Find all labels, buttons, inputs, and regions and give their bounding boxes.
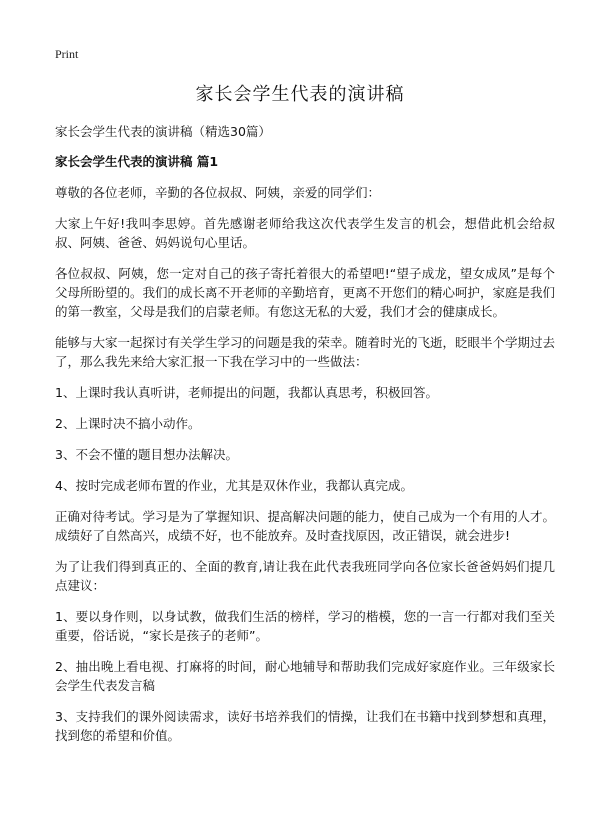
list-item-listen: 1、上课时我认真听讲，老师提出的问题，我都认真思考，积极回答。 (55, 385, 438, 400)
suggestion-item-homework-help: 2、抽出晚上看电视、打麻将的时间，耐心地辅导和帮助我们完成好家庭作业。三年级家长会学生代表发言稿 (55, 659, 555, 693)
document-subtitle: 家长会学生代表的演讲稿（精选30篇） (55, 124, 271, 139)
paragraph-exams: 正确对待考试。学习是为了掌握知识、提高解决问题的能力，使自己成为一个有用的人才。成绩好了自然高兴，成绩不好，也不能放弃。及时查找原因，改正错误，就会进步! (55, 509, 556, 543)
document-title: 家长会学生代表的演讲稿 (195, 84, 405, 105)
paragraph-introduction: 大家上午好!我叫李思婷。首先感谢老师给我这次代表学生发言的机会，想借此机会给叔叔、阿姨、爸爸、妈妈说句心里话。 (55, 216, 555, 250)
print-label: Print (55, 47, 79, 61)
list-item-no-distraction: 2、上课时决不搞小动作。 (55, 416, 201, 431)
paragraph-suggestions-intro: 为了让我们得到真正的、全面的教育,请让我在此代表我班同学向各位家长爸爸妈妈们提几点建议： (55, 559, 555, 593)
document-body (55, 122, 555, 757)
suggestion-item-role-model: 1、要以身作则，以身试教，做我们生活的榜样，学习的楷模，您的一言一行都对我们至关重要，俗话说，“家长是孩子的老师”。 (55, 609, 555, 643)
section-heading: 家长会学生代表的演讲稿 篇1 (55, 154, 219, 169)
list-item-solve-problems: 3、不会不懂的题目想办法解决。 (55, 447, 238, 462)
paragraph-parents-hope: 各位叔叔、阿姨，您一定对自己的孩子寄托着很大的希望吧!“望子成龙，望女成凤”是每个父母所盼望的。我们的成长离不开老师的辛勤培育，更离不开您们的精心呵护，家庭是我们的第一教室，父母是我们的启蒙老师。有您这无私的大爱，我们才会的健康成长。 (55, 266, 556, 319)
list-item-homework: 4、按时完成老师布置的作业，尤其是双休作业，我都认真完成。 (55, 478, 413, 493)
paragraph-study-report: 能够与大家一起探讨有关学生学习的问题是我的荣幸。随着时光的飞逝，眨眼半个学期过去了，那么我先来给大家汇报一下我在学习中的一些做法： (55, 335, 556, 369)
paragraph-greeting: 尊敬的各位老师，辛勤的各位叔叔、阿姨，亲爱的同学们： (55, 185, 381, 200)
suggestion-item-reading: 3、支持我们的课外阅读需求，读好书培养我们的情操，让我们在书籍中找到梦想和真理，找到您的希望和价值。 (55, 709, 555, 743)
